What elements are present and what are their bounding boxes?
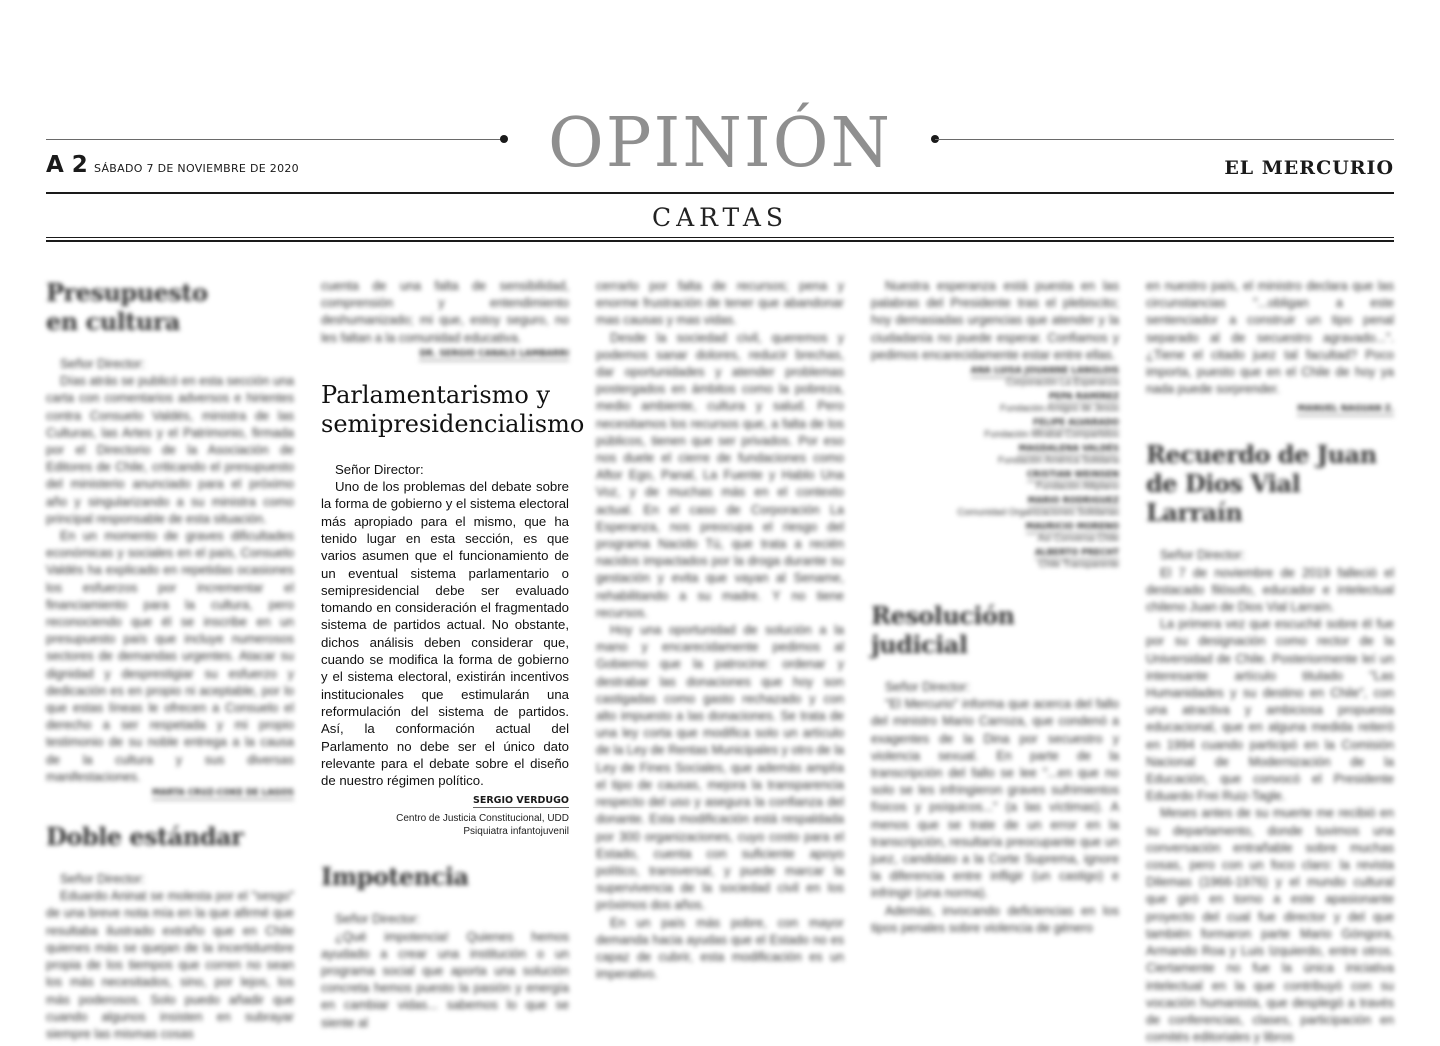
- header-rule-top: [46, 192, 1394, 194]
- signer-org: Fundación Mirabal Compartidos: [984, 429, 1119, 441]
- letter-salutation: Señor Director:: [885, 680, 970, 695]
- letter-paragraph: Días atrás se publicó en esta sección una carta con comentarios adversos e hirientes contra Consuelo Valdés, ministra de las Culturas, las Artes y el Patrimonio, firmada por el Directorio de la Asociación de Editores de Chile, criticando el presupuesto del ministerio anunciado para el próximo año y singularizando a su ministra como principal responsable de esta situación.: [46, 374, 294, 526]
- signer-name: CRISTIAN WEINSEN: [1026, 470, 1119, 481]
- letter-paragraph: En un momento de graves dificultades económicas y sociales en el país, Consuelo Valdés ha explicado en repetidas ocasiones los esfuerzos por incrementar el financiamiento para la cultura, pero reconociendo que él se inscribe en un presupuesto país que incluye numerosos sectores de demandas urgentes. Atacar su dignidad y desprestigiar su esfuerzo y dedicación es en propio ni aceptable, por lo que estas líneas le ofrecen a Consuelo el derecho a ser respetada y mi propio testimonio de su noble entrega a la causa de la cultura y sus diversas manifestaciones.: [46, 529, 294, 784]
- letter-body: [321, 911, 569, 1031]
- letter-paragraph: Desde la sociedad civil, queremos y podemos sanar dolores, reducir brechas, dar oportunidades y atender problemas postergados en ámbitos como la pobreza, medio ambiente, cultura y salud. Pero necesitamos los recursos que, a falta de los públicos, tienen que ser privados. Por eso nos duele el cierre de fundaciones como Aftor Ego, Panal, La Fuente y Hablo Una Voz, y de muchas más en el contexto actual. En el caso de Corporación La Esperanza, nos preocupa el riesgo del programa Nacido Tú, que trata a recién nacidos impactados por la droga durante su gestación y evita que vayan al Sename, rehabilitando a su madre. Y no tiene recursos.: [596, 330, 844, 620]
- letter-headline: Recuerdo de Juan de Dios Vial Larraín: [1146, 440, 1377, 528]
- letter-body: [871, 679, 1119, 937]
- column-5: [1146, 278, 1394, 1046]
- signer-org: Corporación La Esperanza: [1005, 377, 1119, 389]
- letter-body: [46, 871, 294, 1043]
- letter-signature: MANUEL NAGUAN Z.: [1297, 404, 1394, 415]
- letter-paragraph: en nuestro país, el ministro declara que las circunstancias "...obligan a este sentenciador a construir un tipo penal separado al de secuestro agravado...". ¿Tiene el citado juez tal facultad? Poco importa, puesto que en el Chile de hoy ya nada puede sorprender.: [1146, 279, 1394, 397]
- letter-signature: DR. SERGIO CANALS LAMBARRI: [419, 348, 569, 359]
- signer-org: Fundación América Solidaria: [998, 455, 1119, 467]
- signer-name: ANA LUISA JOUANNE LANGLOIS: [970, 366, 1119, 377]
- signer-org: Chile Transparente: [1038, 559, 1119, 571]
- section-title: OPINIÓN: [548, 104, 892, 183]
- letter-continuation: [321, 278, 569, 359]
- featured-signature: SERGIO VERDUGO: [473, 795, 569, 807]
- featured-letter: [321, 380, 585, 839]
- newspaper-name: EL MERCURIO: [1224, 157, 1394, 179]
- letter-salutation: Señor Director:: [60, 357, 145, 371]
- letter-body: [871, 278, 1119, 364]
- page-number: A 2: [46, 152, 88, 178]
- letter-salutation: Señor Director:: [60, 872, 145, 887]
- letter-headline: Resolución judicial: [871, 601, 1015, 660]
- column-3: [596, 278, 844, 983]
- signer-name: MAURICIO MORENO: [1025, 522, 1119, 533]
- header-rule-bottom-2: [46, 240, 1394, 242]
- letter-doble-estandar: [46, 822, 294, 1043]
- letter-paragraph: El 7 de noviembre de 2019 falleció el destacado filósofo, educador e intelectual chileno Juan de Dios Vial Larraín.: [1146, 565, 1394, 615]
- column-4: [871, 278, 1119, 937]
- affiliation-line: Psiquiatra infantojuvenil: [463, 826, 569, 838]
- featured-headline: Parlamentarismo y semipresidencialismo: [321, 380, 585, 438]
- column-1: [46, 278, 294, 1043]
- letter-paragraph: En un país más pobre, con mayor demanda hacia ayudas que el Estado no es capaz de cubrir, esta modificación es un imperativo.: [596, 915, 844, 982]
- signer-name: ALBERTO PRECHT: [1034, 548, 1119, 559]
- signer-org: Fundación Amigos de Jesús: [1000, 403, 1119, 415]
- letter-headline: Presupuesto en cultura: [46, 278, 208, 336]
- subsection-title: CARTAS: [651, 203, 789, 232]
- spacer: [46, 798, 294, 822]
- letter-headline: Impotencia: [321, 862, 469, 892]
- signer-name: PEPA RAMÍREZ: [1048, 392, 1119, 403]
- letter-salutation: Señor Director:: [335, 912, 420, 927]
- signer-org: Así Conversa Chile: [1037, 533, 1119, 545]
- letter-impotencia: [321, 862, 569, 1031]
- featured-affiliation: [321, 812, 569, 838]
- affiliation-line: Centro de Justicia Constitucional, UDD: [396, 813, 569, 825]
- letter-paragraph: Además, invocando deficiencias en los tipos penales sobre violencia de género: [871, 903, 1119, 935]
- page-date: SÁBADO 7 DE NOVIEMBRE DE 2020: [94, 162, 299, 175]
- letter-body: [1146, 278, 1394, 398]
- letter-paragraph: cuenta de una falta de sensibilidad, comprensión y entendimiento deshumanizado; mi que, estoy seguro, no les faltan a la comunidad educativa.: [321, 279, 569, 345]
- letter-paragraph: La primera vez que escuché sobre él fue por su designación como rector de la Universidad de Chile. Posteriormente leí un interesante artículo titulado "Las Humanidades y su destino en Chile", con una atractiva y ambiciosa propuesta educacional, que en alguna medida reiteró en 1994 cuando participó en la Comisión Nacional de Modernización de la Educación, que convocó el Presidente Eduardo Frei Ruiz-Tagle.: [1146, 617, 1394, 804]
- letter-paragraph: cerrarlo por falta de recursos; pena y enorme frustración de tener que abandonar mas causas y mas vidas.: [596, 279, 844, 328]
- letter-paragraph: Hoy una oportunidad de solución a la mano y encarecidamente pedimos al Gobierno que la patrocine: ordenar y destrabar las donaciones que hoy son castigadas como gasto rechazado y con alto impuesto a las donaciones. Se trata de una ley corta que modifica solo un artículo de la Ley de Rentas Municipales y otro de la Ley de Fines Sociales, que además amplía el tipo de causas, mejora la transparencia respecto del uso y asegura la confianza del donante. Esta modificación está respaldada por 300 organizaciones, cuyo costo para el Estado, cuenta con suficiente apoyo político, transversal, y puede marcar la supervivencia de la sociedad civil en los próximos dos años.: [596, 623, 844, 913]
- featured-paragraph: Uno de los problemas del debate sobre la forma de gobierno y el sistema electoral más apropiado para el mismo, que ha tenido lugar en esta sección, es que varios asumen que el funcionamiento de un eventual sistema parlamentario o semipresidencial debe ser evaluado tomando en consideración el fragmentado sistema de partidos actual. No obstante, dichos análisis deben considerar que, cuando se modifica la forma de gobierno y el sistema electoral, existirán incentivos institucionales que estimularán una reformulación del sistema de partidos. Así, la conformación actual del Parlamento no debe ser el único dato relevante para el debate sobre el diseño de nuestro régimen político.: [321, 479, 569, 789]
- letter-body: [1146, 547, 1394, 1046]
- header-rule-bottom-1: [46, 237, 1394, 238]
- letter-headline: Doble estándar: [46, 822, 244, 852]
- letter-paragraph: "El Mercurio" informa que acerca del fallo del ministro Mario Carroza, que condenó a exagentes de la Dina por secuestro y violencia sexual. En parte de la transcripción del fallo se lee "...en que no solo se les infringieron graves sufrimientos físicos y psíquicos..." (a las víctimas). A menos que se trate de un error en la transcripción, resultaría preocupante que un juez, candidato a la Corte Suprema, ignore la diferencia entre infligir (un castigo) e infringir (una norma).: [871, 697, 1119, 901]
- letter-presupuesto: [46, 278, 294, 798]
- signers-list: [871, 366, 1119, 571]
- letter-body: [596, 278, 844, 983]
- letter-recuerdo-vial-larrain: [1146, 440, 1394, 1046]
- letter-paragraph: Eduardo Aninat se molesta por el "sesgo" de una breve nota mía en la que afirmé que resultaba ilustrado extraño que en Chile quienes más se quejan de la incertidumbre propia de los tiempos que corren no sean los más necesitados, sino, por lejos, los más poderosos. Solo puedo añadir que cuando algunos insisten en subrayar siempre las mismas cosas: [46, 889, 294, 1041]
- featured-salutation: Señor Director:: [335, 461, 424, 477]
- letter-resolucion-judicial: [871, 601, 1119, 937]
- signer-name: MARIO RODRIGUEZ: [1027, 496, 1119, 507]
- column-2: [321, 278, 585, 1032]
- letter-paragraph: Nuestra esperanza está puesta en las palabras del Presidente tras el plebiscito; hoy demasiadas urgencias que atender y la ciudadanía no puede esperar. Confiamos y pedimos encarecidamente estar entre ellas.: [871, 279, 1119, 362]
- letter-paragraph: Meses antes de su muerte me recibió en su departamento, donde tuvimos una conversación entrañable sobre muchas cosas, pero con un foco claro: la revista Dilemas (1966-1976) y el mundo cultural que giró en torno a este apasionante proyecto del cual fue director y del que también formaron parte Mario Góngora, Armando Roa y Luis Izquierdo, entre otros. Ciertamente no fue la única iniciativa intelectual en la que contribuyó con su vocación humanista, que desplegó a través de conferencias, clases, participación en comités editoriales y libros: [1146, 806, 1394, 1045]
- featured-body: [321, 461, 569, 790]
- letter-salutation: Señor Director:: [1160, 548, 1245, 563]
- signer-org: Comunidad Organizaciones Solidarias: [957, 507, 1119, 519]
- signer-name: FELIPE ALVARADO: [1033, 418, 1119, 429]
- letter-signature: MARTA CRUZ-COKE DE LAGOS: [151, 788, 294, 799]
- letter-paragraph: ¿Qué impotencia! Quienes hemos ayudado a crear una institución o un programa social que aporta una solución concreta hemos puesto la pasión y energía en cambiar vidas... sabemos lo que se siente al: [321, 929, 569, 1030]
- signer-name: MAGDALENA VALDÉS: [1018, 444, 1119, 455]
- signer-org: Fundación Altiplano: [1036, 481, 1119, 493]
- letter-body: [46, 356, 294, 786]
